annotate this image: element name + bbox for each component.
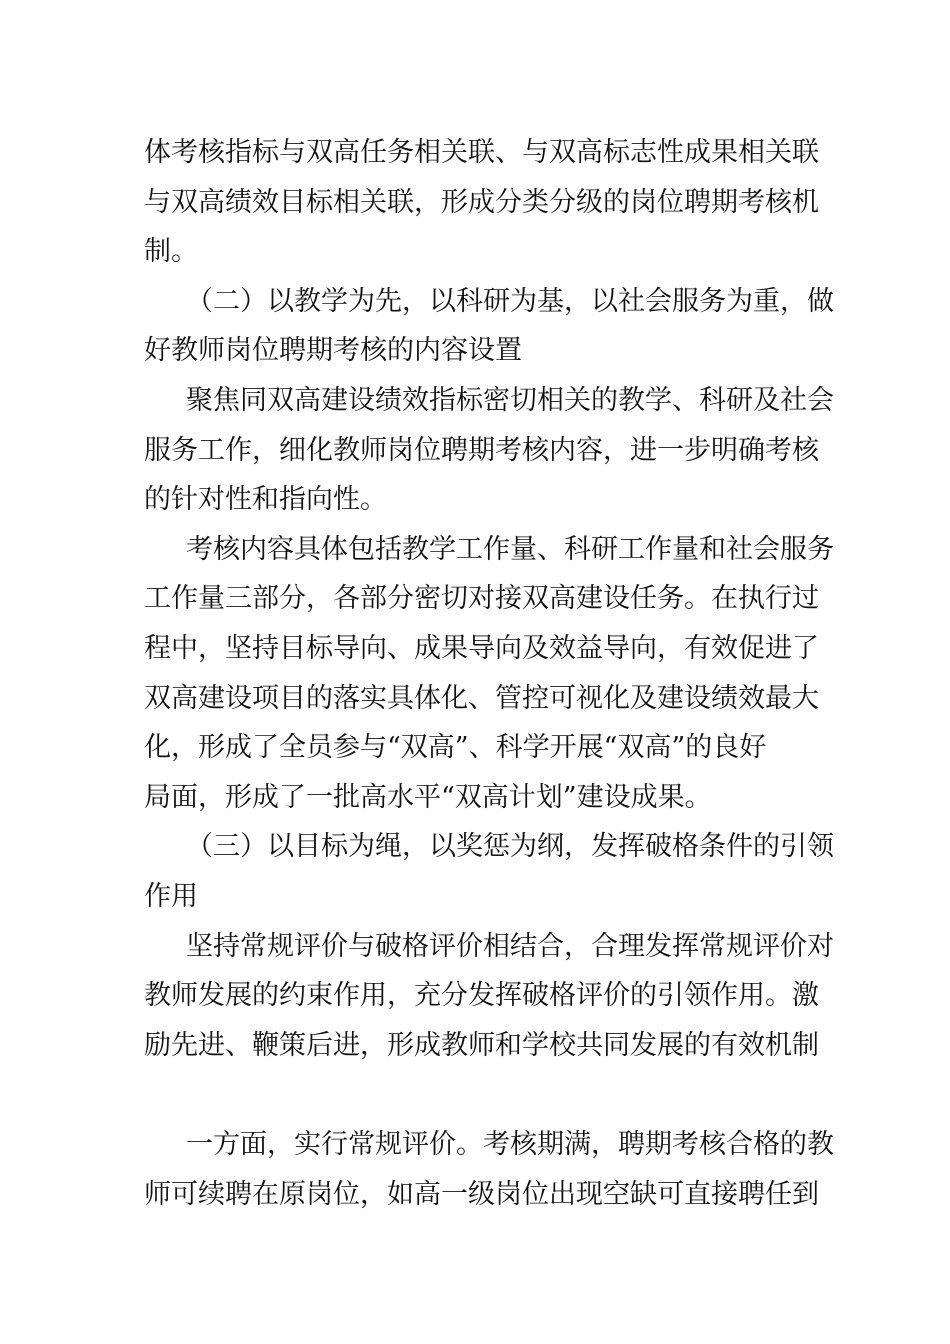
section-heading: 好教师岗位聘期考核的内容设置 [144, 335, 522, 366]
text-line: 体考核指标与双高任务相关联、与双高标志性成果相关联 [144, 137, 819, 168]
text-line: 双高建设项目的落实具体化、管控可视化及建设绩效最大 [144, 683, 819, 714]
text-line: 聚焦同双高建设绩效指标密切相关的教学、科研及社会 [186, 385, 834, 416]
text-line: 教师发展的约束作用，充分发挥破格评价的引领作用。激 [144, 980, 819, 1011]
text-line: 坚持常规评价与破格评价相结合，合理发挥常规评价对 [186, 931, 834, 962]
section-heading: 作用 [144, 881, 198, 912]
text-line: 程中，坚持目标导向、成果导向及效益导向，有效促进了 [144, 633, 819, 664]
text-line: 励先进、鞭策后进，形成教师和学校共同发展的有效机制 [144, 1030, 819, 1061]
section-heading: （二）以教学为先，以科研为基，以社会服务为重，做 [186, 286, 834, 317]
text-line: 师可续聘在原岗位，如高一级岗位出现空缺可直接聘任到 [144, 1179, 819, 1210]
text-line: 与双高绩效目标相关联，形成分类分级的岗位聘期考核机 [144, 187, 819, 218]
text-line: 的针对性和指向性。 [144, 484, 387, 515]
text-line: 局面，形成了一批高水平“双高计划”建设成果。 [144, 782, 712, 813]
text-line: 一方面，实行常规评价。考核期满，聘期考核合格的教 [186, 1129, 834, 1160]
text-line: 工作量三部分，各部分密切对接双高建设任务。在执行过 [144, 583, 819, 614]
section-heading: （三）以目标为绳，以奖惩为纲，发挥破格条件的引领 [186, 831, 834, 862]
text-line: 服务工作，细化教师岗位聘期考核内容，进一步明确考核 [144, 435, 819, 466]
text-line: 制。 [144, 236, 198, 267]
text-line: 化，形成了全员参与“双高”、科学开展“双高”的良好 [144, 732, 767, 763]
text-line: 考核内容具体包括教学工作量、科研工作量和社会服务 [186, 534, 834, 565]
